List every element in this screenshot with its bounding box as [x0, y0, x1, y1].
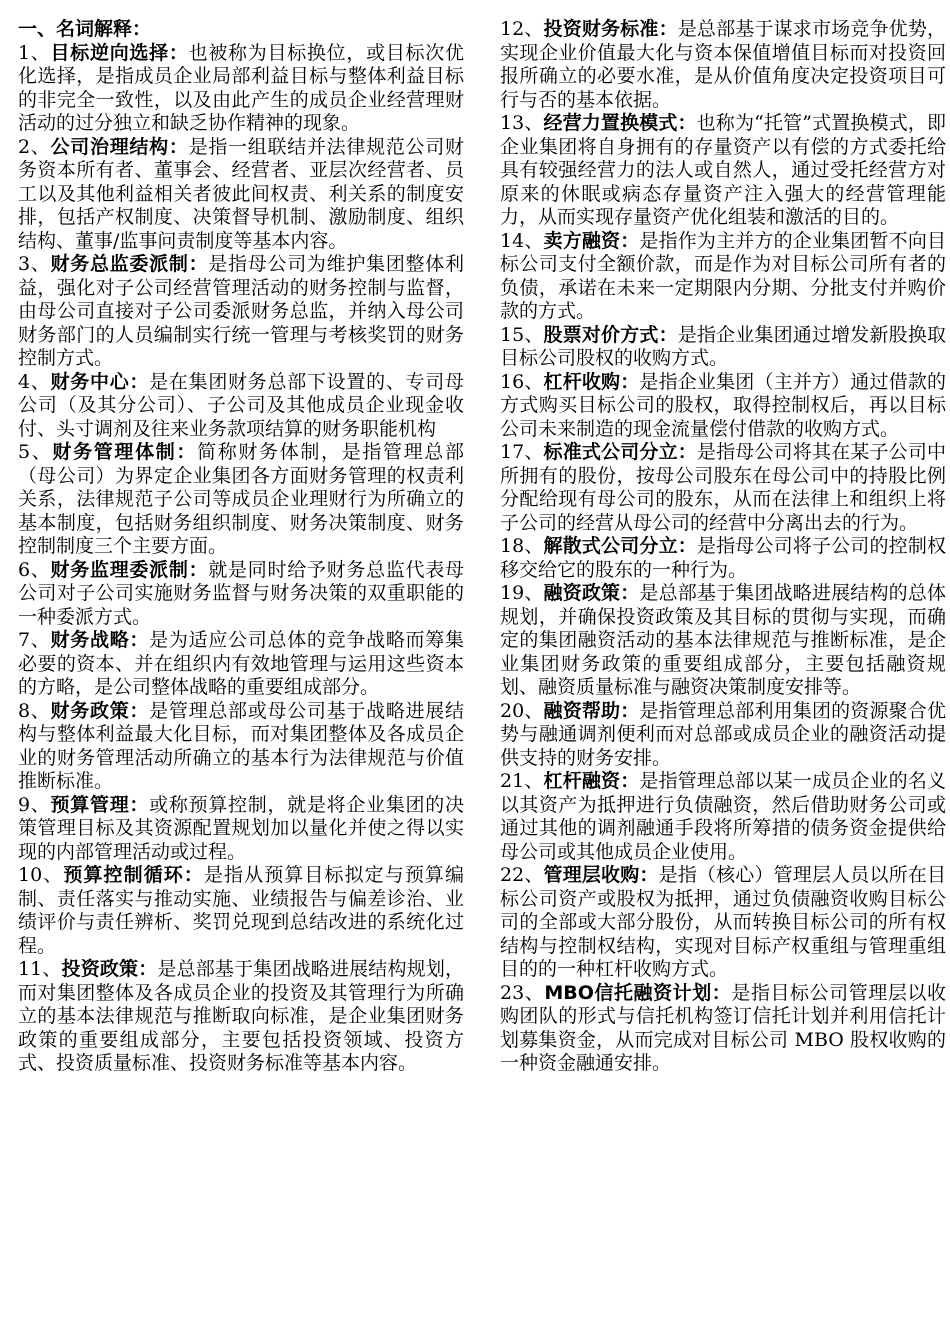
entry-definition: 简称财务体制，是指管理总部（母公司）为界定企业集团各方面财务管理的权责利关系，法律规范子公司等成员企业理财行为所确立的基本制度，包括财务组织制度、财务决策制度、财务控制制度三个主要方面。 [18, 441, 464, 557]
entry-number: 19、 [500, 582, 544, 604]
entry-term: 解散式公司分立： [543, 535, 697, 557]
definition-entry-21 [500, 770, 946, 864]
entry-term: 预算控制循环： [63, 864, 204, 886]
entry-definition: 是指（核心）管理层人员以所在目标公司资产或股权为抵押，通过负债融资收购目标公司的全部或大部分股份，从而转换目标公司的所有权结构与控制权结构，实现对目标产权重组与管理重组目的的一种杠杆收购方式。 [500, 864, 946, 980]
entry-term: 财务中心： [50, 370, 150, 393]
entry-term: 融资帮助： [543, 699, 640, 722]
entry-number: 4、 [18, 370, 51, 393]
entry-definition: 就是同时给予财务总监代表母公司对子公司实施财务监督与财务决策的双重职能的一种委派方式。 [18, 558, 464, 628]
right-column [500, 18, 946, 1076]
entry-term: 财务总监委派制： [50, 253, 209, 275]
entry-number: 5、 [18, 441, 53, 463]
definition-entry-3 [18, 253, 464, 371]
definition-entry-23 [500, 982, 946, 1076]
entry-definition: 是管理总部或母公司基于战略进展结构与整体利益最大化目标，而对集团整体及各成员企业的财务管理活动所确立的基本行为法律规范与价值推断标准。 [18, 699, 464, 792]
entry-number: 20、 [500, 699, 544, 722]
entry-term: 目标逆向选择： [50, 41, 189, 64]
entry-term: 股票对价方式： [543, 323, 678, 346]
entry-number: 16、 [500, 370, 544, 393]
entry-term: 标准式公司分立： [543, 441, 697, 463]
definition-entry-10 [18, 864, 464, 958]
entry-definition: 也称为“托管”式置换模式，即企业集团将自身拥有的存量资产以有偿的方式委托给具有较强经营力的法人或自然人，通过受托经营方对原来的休眠或病态存量资产注入强大的经营管理能力，从而实现存量资产优化组装和激活的目的。 [500, 112, 946, 228]
entry-term: 财务政策： [50, 699, 150, 722]
entry-term: 财务管理体制： [52, 441, 198, 463]
entry-term: 公司治理结构： [50, 135, 189, 158]
entry-term: MBO信托融资计划： [544, 981, 732, 1004]
definition-entry-5 [18, 441, 464, 559]
entry-number: 12、 [500, 18, 544, 40]
entry-number: 11、 [18, 958, 62, 980]
entry-number: 9、 [18, 793, 51, 816]
entry-definition: 是指目标公司管理层以收购团队的形式与信托机构签订信托计划并利用信托计划募集资金，从而完成对目标公司 MBO 股权收购的一种资金融通安排。 [500, 981, 946, 1074]
definition-entry-6 [18, 559, 464, 630]
entry-term: 投资财务标准： [543, 18, 678, 40]
entry-definition: 是指从预算目标拟定与预算编制、责任落实与推动实施、业绩报告与偏差诊治、业绩评价与责任辨析、奖罚兑现到总结改进的系统化过程。 [18, 864, 464, 957]
entry-number: 14、 [500, 229, 544, 252]
entry-number: 22、 [500, 864, 544, 886]
entry-term: 投资政策： [61, 958, 158, 980]
definition-entry-22 [500, 864, 946, 982]
definition-entry-15 [500, 324, 946, 371]
entry-number: 1、 [18, 41, 51, 64]
entry-number: 6、 [18, 558, 51, 581]
entry-number: 2、 [18, 135, 51, 158]
entry-definition: 或称预算控制，就是将企业集团的决策管理目标及其资源配置规划加以量化并使之得以实现的内部管理活动或过程。 [18, 793, 464, 863]
definition-entry-18 [500, 535, 946, 582]
entry-definition: 是为适应公司总体的竞争战略而筹集必要的资本、并在组织内有效地管理与运用这些资本的方略，是公司整体战略的重要组成部分。 [18, 629, 464, 698]
entry-number: 8、 [18, 699, 51, 722]
entry-term: 融资政策： [543, 582, 640, 604]
entry-definition: 是指母公司将其在某子公司中所拥有的股份，按母公司股东在母公司中的持股比例分配给现有母公司的股东，从而在法律上和组织上将子公司的经营从母公司的经营中分离出去的行为。 [500, 441, 946, 534]
entry-definition: 是总部基于集团战略进展结构规划，而对集团整体及各成员企业的投资及其管理行为所确立的基本法律规范与推断取向标准，是企业集团财务政策的重要组成部分，主要包括投资领域、投资方式、投资质量标准、投资财务标准等基本内容。 [18, 958, 464, 1074]
entry-definition: 是指管理总部以某一成员企业的名义以其资产为抵押进行负债融资，然后借助财务公司或通过其他的调剂融通手段将所筹措的债务资金提供给母公司或其他成员企业使用。 [500, 770, 946, 863]
definition-entry-12 [500, 18, 946, 112]
entry-definition: 是指母公司为维护集团整体利益，强化对子公司经营管理活动的财务控制与监督，由母公司直接对子公司委派财务总监，并纳入母公司财务部门的人员编制实行统一管理与考核奖罚的财务控制方式。 [18, 253, 464, 369]
entry-definition: 也被称为目标换位，或目标次优化选择，是指成员企业局部利益目标与整体利益目标的非完全一致性，以及由此产生的成员企业经营理财活动的过分独立和缺乏协作精神的现象。 [18, 41, 464, 134]
entry-number: 17、 [500, 441, 544, 463]
entry-number: 15、 [500, 323, 544, 346]
definition-entry-13 [500, 112, 946, 230]
definition-entry-14 [500, 230, 946, 324]
definition-entry-20 [500, 700, 946, 771]
entry-term: 杠杆收购： [543, 370, 640, 393]
entry-definition: 是指管理总部利用集团的资源聚合优势与融通调剂便利而对总部或成员企业的融资活动提供支持的财务安排。 [500, 699, 946, 769]
definition-entry-9 [18, 794, 464, 865]
entry-term: 财务战略： [50, 629, 150, 651]
entry-definition: 是在集团财务总部下设置的、专司母公司（及其分公司）、子公司及其他成员企业现金收付、头寸调剂及往来业务款项结算的财务职能机构 [18, 370, 464, 440]
section-heading: 一、名词解释： [18, 18, 152, 40]
entry-definition: 是指作为主并方的企业集团暂不向目标公司支付全额价款，而是作为对目标公司所有者的负债，承诺在未来一定期限内分期、分批支付并购价款的方式。 [500, 229, 946, 322]
entry-term: 卖方融资： [543, 229, 640, 252]
definition-entry-4 [18, 371, 464, 442]
definition-entry-2 [18, 136, 464, 254]
definition-entry-7 [18, 629, 464, 700]
entry-definition: 是总部基于谋求市场竞争优势，实现企业价值最大化与资本保值增值目标而对投资回报所确立的必要水准，是从价值角度决定投资项目可行与否的基本依据。 [500, 18, 946, 111]
entry-number: 21、 [500, 770, 544, 792]
entry-number: 7、 [18, 629, 51, 651]
entry-number: 13、 [500, 112, 544, 134]
definition-entry-11 [18, 958, 464, 1076]
definition-entry-17 [500, 441, 946, 535]
definition-entry-1 [18, 42, 464, 136]
entry-number: 18、 [500, 535, 544, 557]
left-column [18, 18, 464, 1076]
entry-number: 23、 [500, 981, 545, 1004]
entry-definition: 是指企业集团通过增发新股换取目标公司股权的收购方式。 [500, 323, 946, 369]
entry-definition: 是总部基于集团战略进展结构的总体规划，并确保投资政策及其目标的贯彻与实现，而确定的集团融资活动的基本法律规范与推断标准，是企业集团财务政策的重要组成部分，主要包括融资规划、融资质量标准与融资决策制度安排等。 [500, 582, 946, 698]
entry-term: 管理层收购： [543, 864, 659, 886]
entry-term: 经营力置换模式： [543, 112, 697, 134]
entry-term: 财务监理委派制： [50, 558, 209, 581]
entry-definition: 是指企业集团（主并方）通过借款的方式购买目标公司的股权，取得控制权后，再以目标公司未来制造的现金流量偿付借款的收购方式。 [500, 370, 946, 440]
definition-entry-16 [500, 371, 946, 442]
entry-definition: 是指一组联结并法律规范公司财务资本所有者、董事会、经营者、亚层次经营者、员工以及其他利益相关者彼此间权责、利关系的制度安排，包括产权制度、决策督导机制、激励制度、组织结构、董事/监事问责制度等基本内容。 [18, 135, 464, 252]
entry-term: 预算管理： [50, 793, 150, 816]
entry-number: 10、 [18, 864, 64, 886]
definition-entry-8 [18, 700, 464, 794]
entry-term: 杠杆融资： [543, 770, 640, 792]
definition-entry-19 [500, 582, 946, 700]
entry-definition: 是指母公司将子公司的控制权移交给它的股东的一种行为。 [500, 535, 946, 581]
entry-number: 3、 [18, 253, 51, 275]
